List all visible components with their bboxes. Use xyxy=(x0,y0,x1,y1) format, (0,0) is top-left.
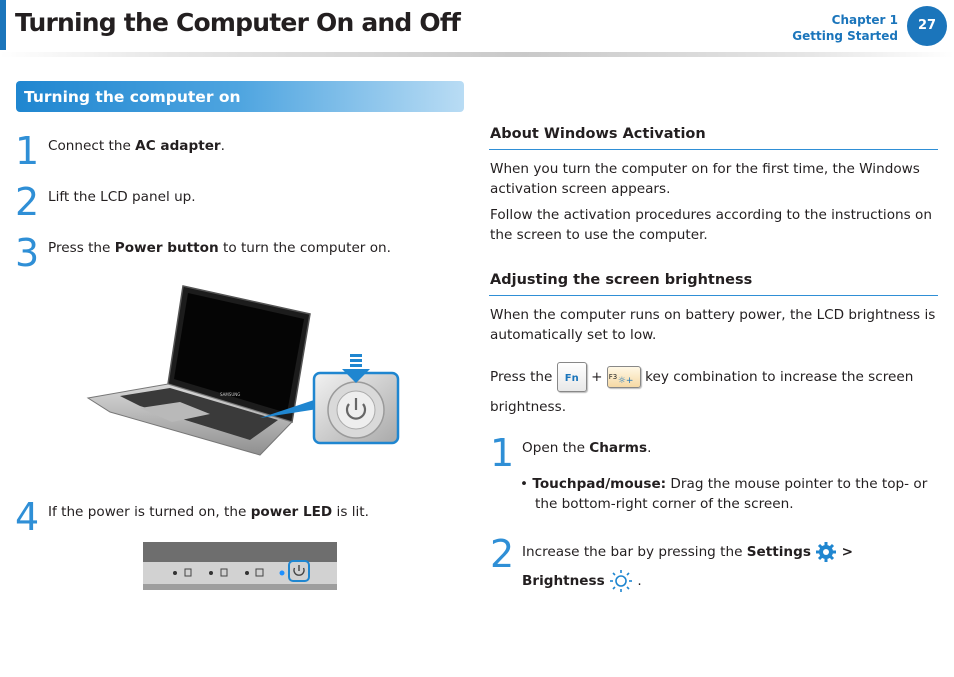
chapter-number[interactable]: Chapter 1 xyxy=(831,13,898,27)
brightness-sun-icon xyxy=(609,569,633,593)
key-combination-line: Press the Fn + F3 ☼+ key combination to increase the screen xyxy=(490,362,945,392)
page-number-badge: 27 xyxy=(907,6,947,46)
step-number: 2 xyxy=(490,532,513,576)
step-text: Connect the AC adapter. xyxy=(48,138,225,154)
step-number: 3 xyxy=(15,231,38,275)
heading-rule xyxy=(489,295,938,296)
heading-rule xyxy=(489,149,938,150)
page-title: Turning the Computer On and Off xyxy=(15,8,461,37)
title-accent-bar xyxy=(0,0,6,50)
step-number: 1 xyxy=(15,129,38,173)
step-number: 1 xyxy=(490,431,513,475)
activation-paragraph-2: Follow the activation procedures according to the instructions on the screen to use the computer. xyxy=(490,207,932,243)
step-text: If the power is turned on, the power LED is lit. xyxy=(48,504,369,520)
step-text: Open the Charms. xyxy=(522,440,652,456)
brightness-heading: Adjusting the screen brightness xyxy=(490,272,753,288)
laptop-illustration xyxy=(80,280,410,460)
step-text: Brightness . xyxy=(522,569,642,593)
bullet-item: • Touchpad/mouse: Drag the mouse pointer to the top- or the bottom-right corner of the screen. xyxy=(520,476,928,512)
power-led-illustration xyxy=(143,542,339,592)
chapter-name[interactable]: Getting Started xyxy=(792,29,898,43)
step-text: Lift the LCD panel up. xyxy=(48,189,196,205)
section-title: Turning the computer on xyxy=(24,88,241,106)
step-number: 4 xyxy=(15,495,38,539)
brightness-paragraph: When the computer runs on battery power, the LCD brightness is automatically set to low. xyxy=(490,307,936,343)
fn-key-icon: Fn xyxy=(557,362,587,392)
step-text: Increase the bar by pressing the Settings > xyxy=(522,541,853,563)
activation-heading: About Windows Activation xyxy=(490,126,706,142)
laptop-logo: SAMSUNG xyxy=(220,392,241,397)
activation-paragraph-1: When you turn the computer on for the first time, the Windows activation screen appears. xyxy=(490,161,920,197)
settings-gear-icon xyxy=(815,541,837,563)
step-number: 2 xyxy=(15,180,38,224)
chapter-label[interactable] xyxy=(792,12,898,44)
key-combination-line-end: brightness. xyxy=(490,399,567,415)
title-divider xyxy=(0,52,954,57)
f3-brightness-key-icon: F3 ☼+ xyxy=(607,366,641,388)
step-text: Press the Power button to turn the computer on. xyxy=(48,240,391,256)
